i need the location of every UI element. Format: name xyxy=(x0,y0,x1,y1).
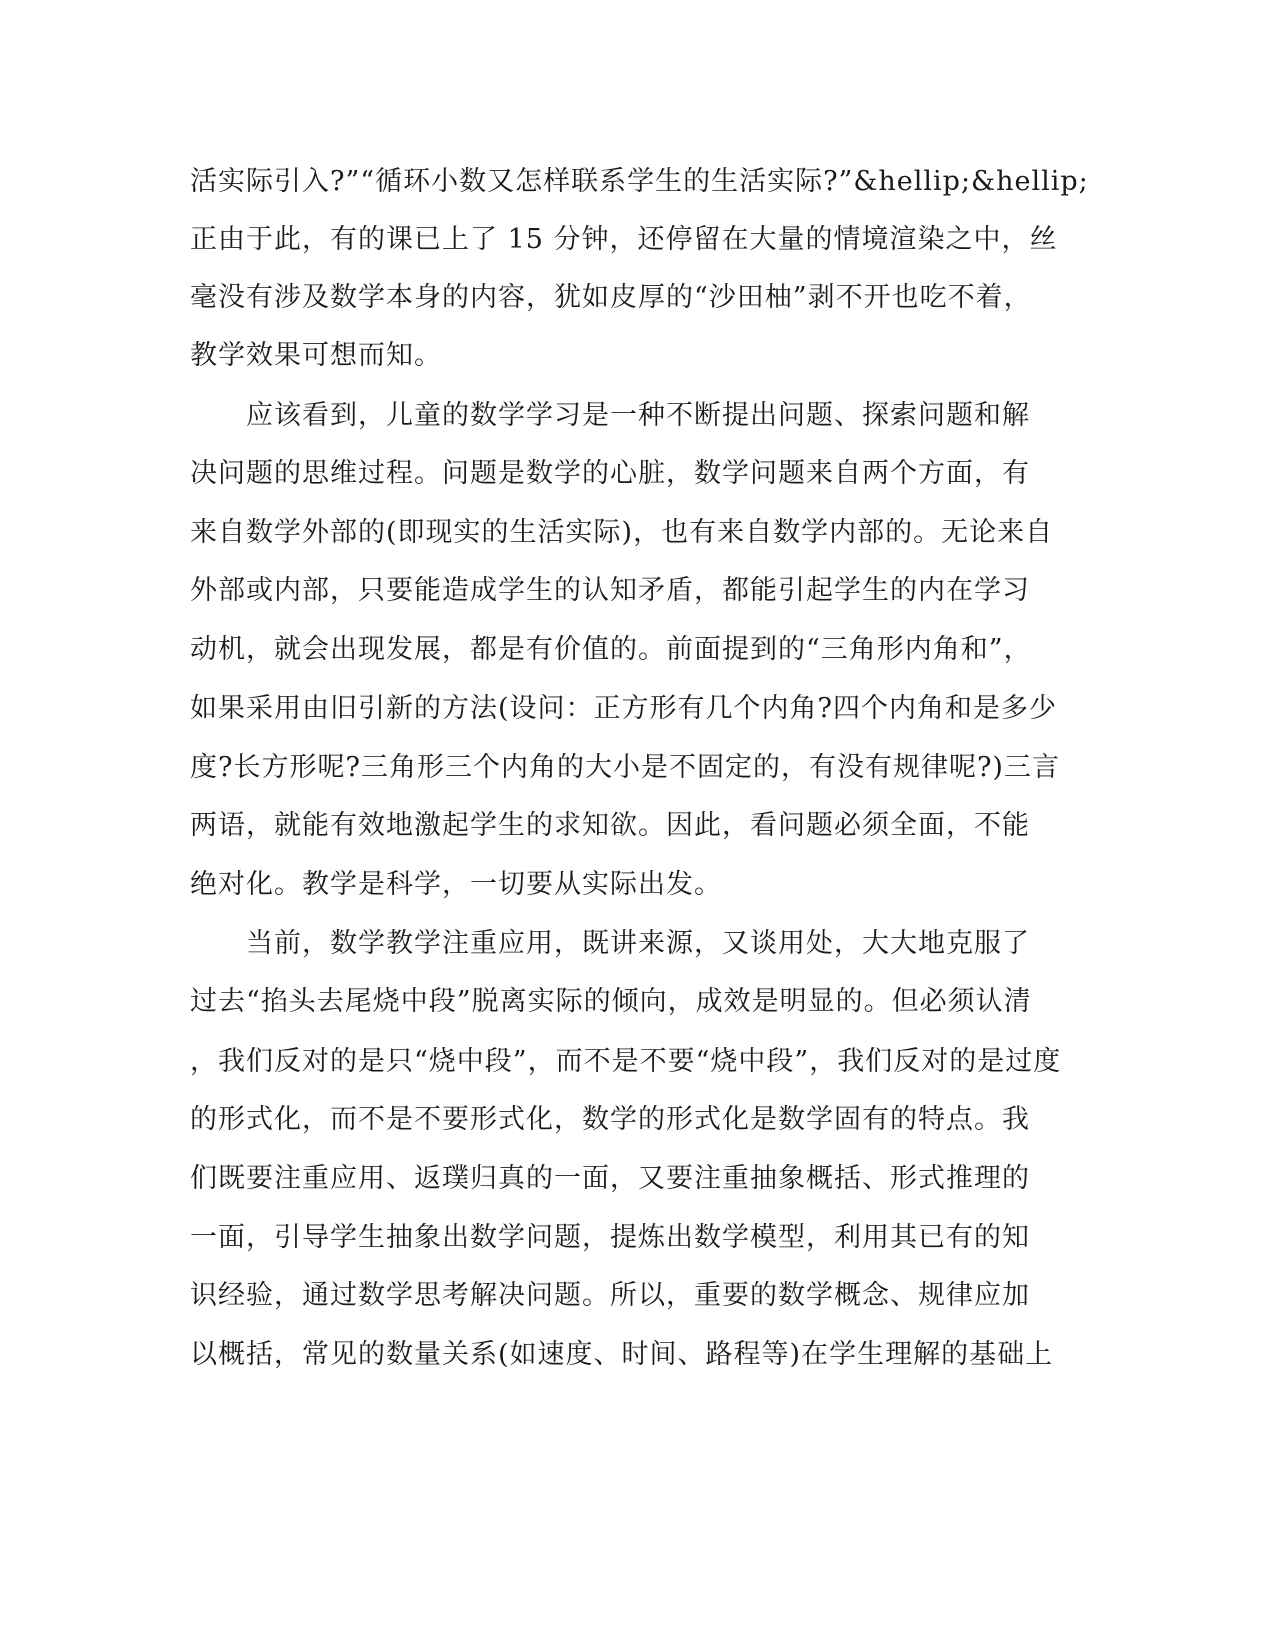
text-line: 决问题的思维过程。问题是数学的心脏，数学问题来自两个方面，有 xyxy=(190,458,1030,489)
text-line: 动机，就会出现发展，都是有价值的。前面提到的“三角形内角和”， xyxy=(190,634,1032,665)
text-line: 活实际引入?”“循环小数又怎样联系学生的生活实际?”&hellip;&hellip; xyxy=(190,166,1089,197)
text-line: 外部或内部，只要能造成学生的认知矛盾，都能引起学生的内在学习 xyxy=(190,575,1030,606)
text-line: ，我们反对的是只“烧中段”，而不是不要“烧中段”，我们反对的是过度 xyxy=(190,1046,1062,1077)
text-line: 来自数学外部的(即现实的生活实际)，也有来自数学内部的。无论来自 xyxy=(190,517,1054,548)
text-line: 如果采用由旧引新的方法(设问：正方形有几个内角?四个内角和是多少 xyxy=(190,693,1058,724)
text-line: 应该看到，儿童的数学学习是一种不断提出问题、探索问题和解 xyxy=(190,400,1030,431)
text-line: 两语，就能有效地激起学生的求知欲。因此，看问题必须全面，不能 xyxy=(190,810,1030,841)
text-line: 绝对化。教学是科学，一切要从实际出发。 xyxy=(190,869,722,900)
text-line: 教学效果可想而知。 xyxy=(190,340,442,371)
text-line: 识经验，通过数学思考解决问题。所以，重要的数学概念、规律应加 xyxy=(190,1280,1030,1311)
text-line: 过去“掐头去尾烧中段”脱离实际的倾向，成效是明显的。但必须认清 xyxy=(190,986,1032,1017)
text-line: 毫没有涉及数学本身的内容，犹如皮厚的“沙田柚”剥不开也吃不着， xyxy=(190,282,1032,313)
text-line: 当前，数学教学注重应用，既讲来源，又谈用处，大大地克服了 xyxy=(190,928,1030,959)
text-line: 的形式化，而不是不要形式化，数学的形式化是数学固有的特点。我 xyxy=(190,1104,1030,1135)
text-line: 度?长方形呢?三角形三个内角的大小是不固定的，有没有规律呢?)三言 xyxy=(190,752,1060,783)
text-line: 们既要注重应用、返璞归真的一面，又要注重抽象概括、形式推理的 xyxy=(190,1163,1030,1194)
text-line: 一面，引导学生抽象出数学问题，提炼出数学模型，利用其已有的知 xyxy=(190,1222,1030,1253)
text-line: 正由于此，有的课已上了 15 分钟，还停留在大量的情境渲染之中，丝 xyxy=(190,224,1058,255)
text-line: 以概括，常见的数量关系(如速度、时间、路程等)在学生理解的基础上 xyxy=(190,1339,1054,1370)
